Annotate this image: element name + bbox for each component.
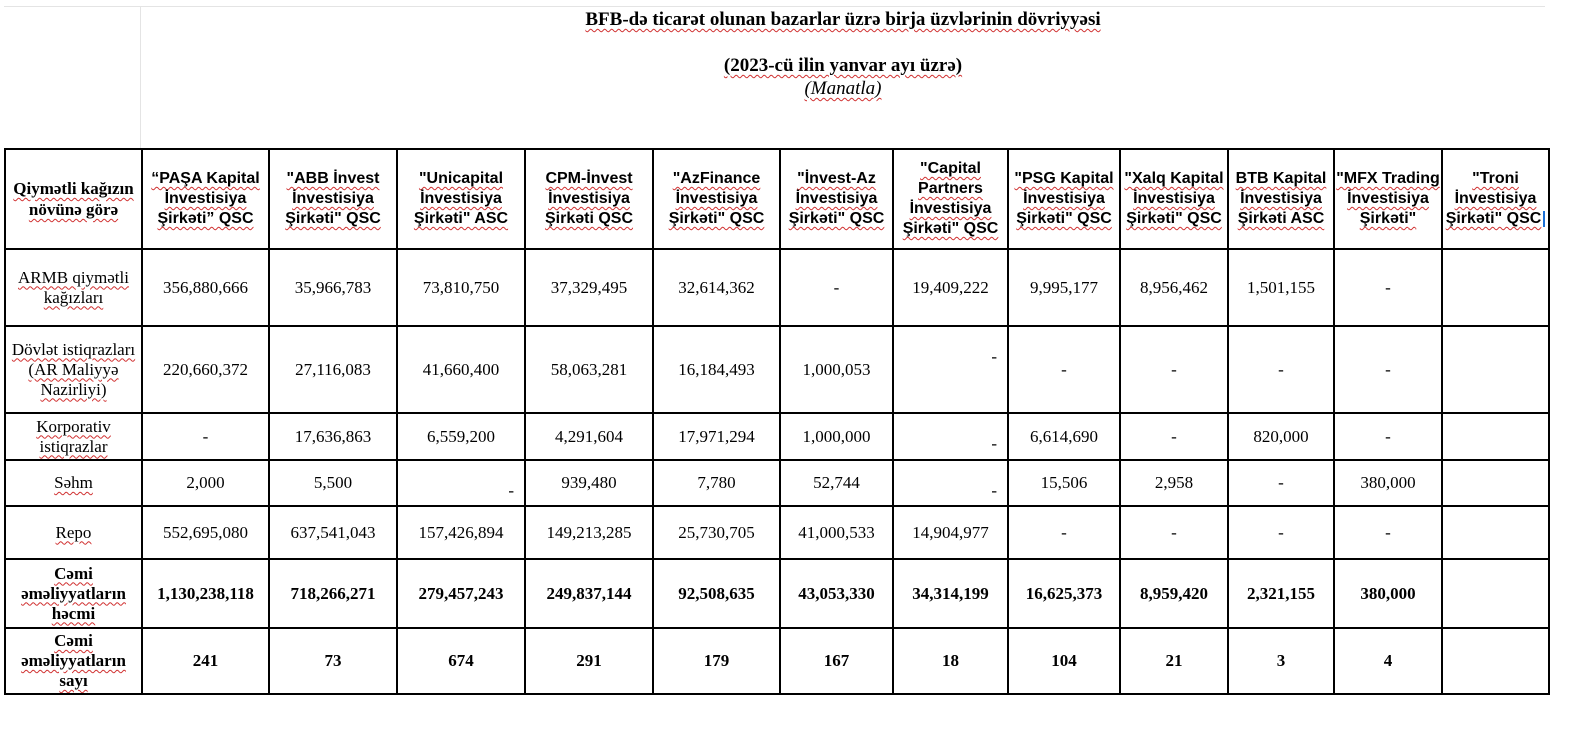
table-cell: -	[397, 460, 525, 506]
table-cell	[1442, 506, 1549, 559]
table-cell: 8,959,420	[1120, 559, 1228, 628]
table-cell: 15,506	[1008, 460, 1120, 506]
row-label: ARMB qiymətli kağızları	[5, 249, 142, 326]
table-cell: 6,559,200	[397, 413, 525, 460]
table-cell: 18	[893, 628, 1008, 694]
table-cell: -	[1228, 506, 1334, 559]
table-row	[5, 506, 1549, 559]
table-cell: 5,500	[269, 460, 397, 506]
table-cell: 220,660,372	[142, 326, 269, 413]
header-row	[5, 149, 1549, 249]
table-cell: 4	[1334, 628, 1442, 694]
table-cell	[1442, 460, 1549, 506]
row-label: Səhm	[5, 460, 142, 506]
table-cell: 25,730,705	[653, 506, 780, 559]
table-cell: 249,837,144	[525, 559, 653, 628]
column-header: BTB Kapital İnvestisiya Şirkəti ASC	[1228, 149, 1334, 249]
table-cell: -	[893, 413, 1008, 460]
table-cell: 52,744	[780, 460, 893, 506]
table-cell: 149,213,285	[525, 506, 653, 559]
table-cell: 1,130,238,118	[142, 559, 269, 628]
table-cell: 718,266,271	[269, 559, 397, 628]
table-cell	[1442, 628, 1549, 694]
table-cell: 27,116,083	[269, 326, 397, 413]
table-cell: -	[780, 249, 893, 326]
column-header: "İnvest-Az İnvestisiya Şirkəti" QSC	[780, 149, 893, 249]
column-header: “PAŞA Kapital İnvestisiya Şirkəti” QSC	[142, 149, 269, 249]
table-cell: -	[1228, 460, 1334, 506]
table-cell: 380,000	[1334, 460, 1442, 506]
table-cell: 34,314,199	[893, 559, 1008, 628]
table-cell: 674	[397, 628, 525, 694]
table-cell: 58,063,281	[525, 326, 653, 413]
table-cell: -	[1334, 413, 1442, 460]
table-cell	[1442, 559, 1549, 628]
table-cell: -	[1334, 326, 1442, 413]
table-cell: 7,780	[653, 460, 780, 506]
table-cell: 19,409,222	[893, 249, 1008, 326]
table-cell: 6,614,690	[1008, 413, 1120, 460]
table-cell: 637,541,043	[269, 506, 397, 559]
report-unit: (Manatla)	[804, 78, 882, 99]
text-cursor	[1543, 211, 1545, 227]
table-cell: 291	[525, 628, 653, 694]
table-cell: 37,329,495	[525, 249, 653, 326]
table-cell: 3	[1228, 628, 1334, 694]
table-cell: 16,625,373	[1008, 559, 1120, 628]
total-volume-row	[5, 559, 1549, 628]
report-period: (2023-cü ilin yanvar ayı üzrə)	[723, 55, 963, 76]
table-row	[5, 326, 1549, 413]
table-cell: 73	[269, 628, 397, 694]
table-cell: -	[893, 460, 1008, 506]
table-cell: 41,660,400	[397, 326, 525, 413]
table-cell: -	[1334, 506, 1442, 559]
table-row	[5, 249, 1549, 326]
table-cell	[1442, 413, 1549, 460]
table-cell: 2,000	[142, 460, 269, 506]
corner-header: Qiymətli kağızın növünə görə	[5, 149, 142, 249]
table-cell: 9,995,177	[1008, 249, 1120, 326]
table-cell: 17,971,294	[653, 413, 780, 460]
table-cell: 16,184,493	[653, 326, 780, 413]
table-row	[5, 413, 1549, 460]
table-cell: 2,958	[1120, 460, 1228, 506]
table-cell: -	[1334, 249, 1442, 326]
table-cell: 179	[653, 628, 780, 694]
table-cell: 820,000	[1228, 413, 1334, 460]
table-cell: 279,457,243	[397, 559, 525, 628]
table-cell: 167	[780, 628, 893, 694]
table-cell: 32,614,362	[653, 249, 780, 326]
column-header: "Xalq Kapital İnvestisiya Şirkəti" QSC	[1120, 149, 1228, 249]
column-header-troni[interactable]	[1442, 149, 1549, 249]
table-cell: 939,480	[525, 460, 653, 506]
table-cell: 1,000,000	[780, 413, 893, 460]
table-cell: 41,000,533	[780, 506, 893, 559]
table-cell: -	[1120, 413, 1228, 460]
table-cell: 1,501,155	[1228, 249, 1334, 326]
table-row	[5, 460, 1549, 506]
report-title: BFB-də ticarət olunan bazarlar üzrə birja üzvlərinin dövriyyəsi	[585, 9, 1101, 30]
table-cell: 92,508,635	[653, 559, 780, 628]
table-cell: -	[1008, 326, 1120, 413]
row-label: Dövlət istiqrazları (AR Maliyyə Nazirliyi)	[5, 326, 142, 413]
row-label: Repo	[5, 506, 142, 559]
row-label: Cəmi əməliyyatların sayı	[5, 628, 142, 694]
title-block	[4, 6, 1545, 150]
table-cell: 14,904,977	[893, 506, 1008, 559]
table-cell: -	[1120, 326, 1228, 413]
table-cell: 35,966,783	[269, 249, 397, 326]
table-cell: 4,291,604	[525, 413, 653, 460]
table-cell: 2,321,155	[1228, 559, 1334, 628]
table-cell: 73,810,750	[397, 249, 525, 326]
table-cell: -	[1120, 506, 1228, 559]
table-cell: 17,636,863	[269, 413, 397, 460]
table-cell: 1,000,053	[780, 326, 893, 413]
row-label: Korporativ istiqrazlar	[5, 413, 142, 460]
table-cell: -	[1008, 506, 1120, 559]
table-cell: -	[893, 326, 1008, 413]
turnover-table	[4, 148, 1550, 695]
table-cell: 8,956,462	[1120, 249, 1228, 326]
table-cell: 356,880,666	[142, 249, 269, 326]
column-header: "AzFinance İnvestisiya Şirkəti" QSC	[653, 149, 780, 249]
table-cell: 21	[1120, 628, 1228, 694]
table-cell: 241	[142, 628, 269, 694]
column-header: "MFX Trading İnvestisiya Şirkəti"	[1334, 149, 1442, 249]
table-cell: 157,426,894	[397, 506, 525, 559]
table-cell: 380,000	[1334, 559, 1442, 628]
table-cell	[1442, 326, 1549, 413]
table-cell: 43,053,330	[780, 559, 893, 628]
column-header: "Unicapital İnvestisiya Şirkəti" ASC	[397, 149, 525, 249]
column-header: "PSG Kapital İnvestisiya Şirkəti" QSC	[1008, 149, 1120, 249]
table-cell	[1442, 249, 1549, 326]
total-count-row	[5, 628, 1549, 694]
table-cell: 552,695,080	[142, 506, 269, 559]
column-header: CPM-İnvest İnvestisiya Şirkəti QSC	[525, 149, 653, 249]
row-label: Cəmi əməliyyatların həcmi	[5, 559, 142, 628]
table-cell: -	[142, 413, 269, 460]
column-header-text: "Troni İnvestisiya Şirkəti" QSC	[1445, 170, 1542, 227]
column-header: "ABB İnvest İnvestisiya Şirkəti" QSC	[269, 149, 397, 249]
column-header: "Capital Partners İnvestisiya Şirkəti" QSC	[893, 149, 1008, 249]
table-cell: -	[1228, 326, 1334, 413]
table-cell: 104	[1008, 628, 1120, 694]
